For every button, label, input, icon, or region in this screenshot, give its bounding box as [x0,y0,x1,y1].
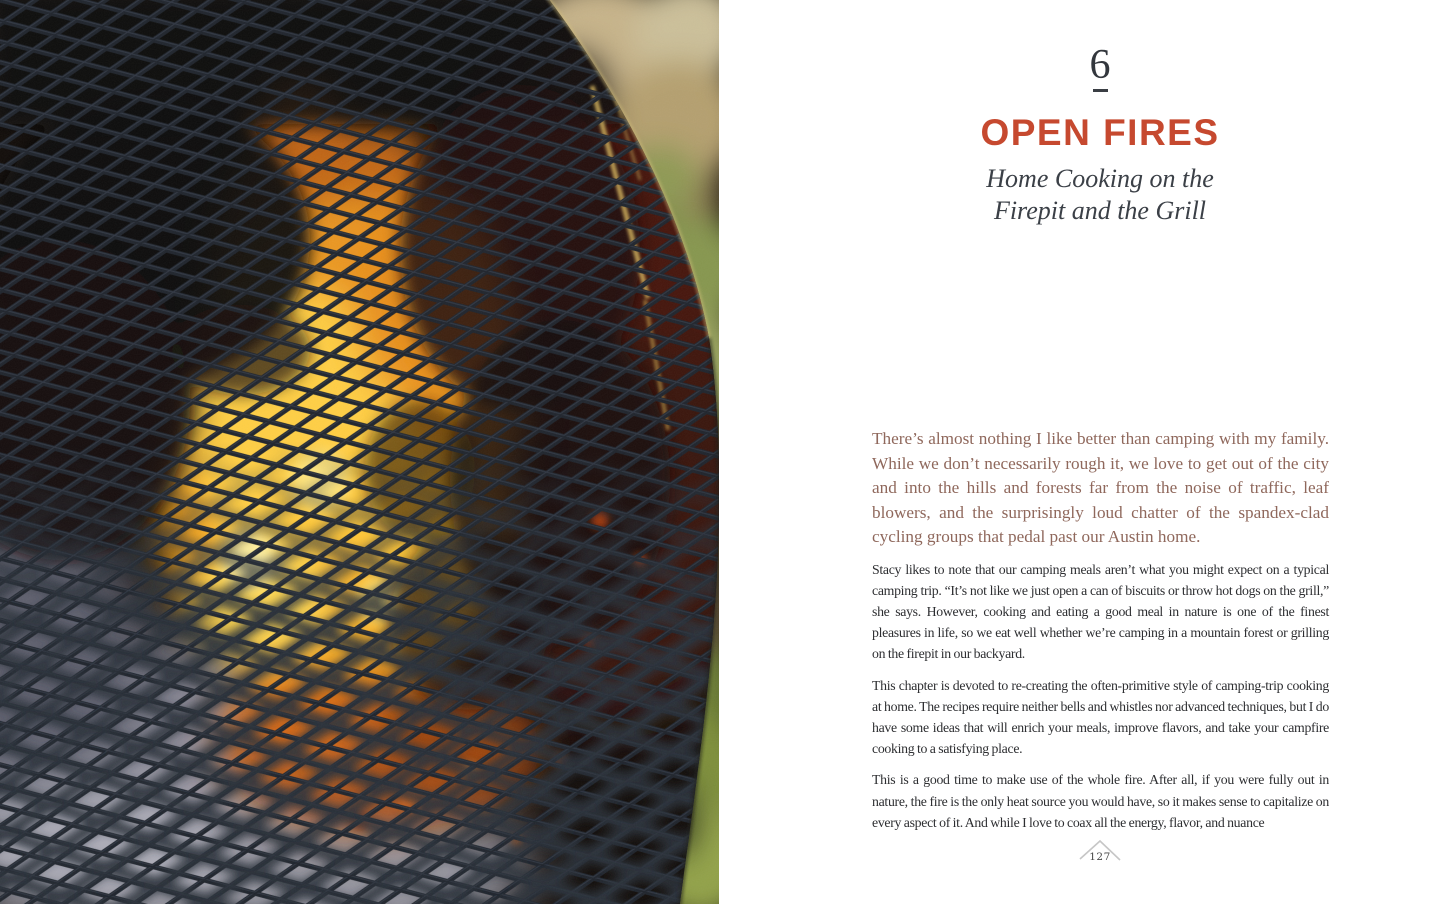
chapter-opener-page [719,0,1445,904]
intro-paragraph: There’s almost nothing I like better than camping with my family. While we don’t necessarily rough it, we love to get out of the city and into the hills and forests far from the noise of traffic, leaf blowers, and the surprisingly loud chatter of the spandex-clad cycling groups that pedal past our Austin home. [872,429,1329,546]
chapter-subtitle-line-2: Firepit and the Grill [993,196,1207,225]
chapter-text-column [872,427,1329,843]
body-paragraph-3: This is a good time to make use of the whole fire. After all, if you were fully out in nature, the fire is the only heat source you would have, so it makes sense to capitalize on every aspect of it. And while I love to coax all the energy, flavor, and nuance [872,772,1329,830]
firepit-photo [0,0,719,904]
chapter-subtitle-line-1: Home Cooking on the [986,164,1214,193]
chapter-rule [1093,89,1108,92]
page-number: 127 [1089,851,1111,863]
body-paragraph-1: Stacy likes to note that our camping meals aren’t what you might expect on a typical camping trip. “It’s not like we just open a can of biscuits or throw hot dogs on the grill,” she says. However, cooking and eating a good meal in nature is one of the finest pleasures in life, so we eat well whether we’re camping in a mountain forest or grilling on the firepit in our backyard. [872,561,1329,662]
body-paragraph-2: This chapter is devoted to re-creating the often-primitive style of camping-trip cooking at home. The recipes require neither bells and whistles nor advanced techniques, but I do have some ideas that will enrich your meals, improve flavors, and take your campfire cooking to a satisfying place. [872,677,1329,757]
firepit-photo-illustration [0,0,719,904]
chapter-head [872,44,1328,227]
chapter-subtitle [872,163,1328,227]
page-folio [872,838,1328,878]
photo-grain [0,0,719,904]
chapter-number: 6 [1089,42,1111,88]
chapter-title: OPEN FIRES [980,112,1220,153]
